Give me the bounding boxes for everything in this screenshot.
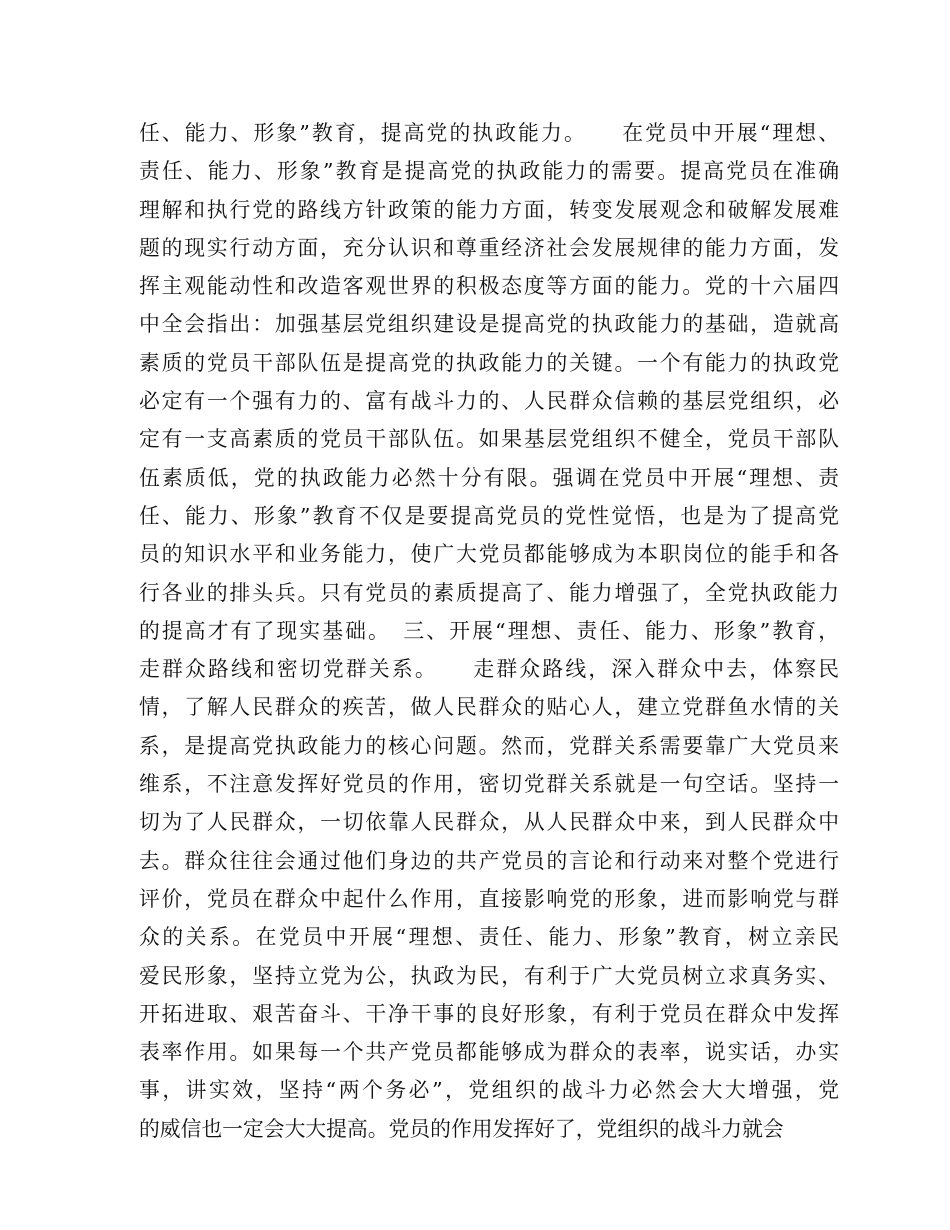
text-line: 的提高才有了现实基础。 三、开展“理想、责任、能力、形象”教育， bbox=[139, 618, 839, 643]
text-line: 中全会指出：加强基层党组织建设是提高党的执政能力的基础，造就高 bbox=[139, 312, 839, 337]
text-line: 系，是提高党执政能力的核心问题。然而，党群关系需要靠广大党员来 bbox=[139, 733, 839, 758]
text-line: 理解和执行党的路线方针政策的能力方面，转变发展观念和破解发展难 bbox=[139, 197, 839, 222]
text-line: 开拓进取、艰苦奋斗、干净干事的良好形象，有利于党员在群众中发挥 bbox=[139, 1001, 839, 1026]
text-line: 走群众路线和密切党群关系。 走群众路线，深入群众中去，体察民 bbox=[139, 657, 839, 682]
text-line: 切为了人民群众，一切依靠人民群众，从人民群众中来，到人民群众中 bbox=[139, 810, 839, 835]
text-line: 情，了解人民群众的疾苦，做人民群众的贴心人，建立党群鱼水情的关 bbox=[139, 695, 839, 720]
text-line: 众的关系。在党员中开展“理想、责任、能力、形象”教育，树立亲民 bbox=[139, 925, 839, 950]
text-line: 必定有一个强有力的、富有战斗力的、人民群众信赖的基层党组织，必 bbox=[139, 389, 839, 414]
text-line: 爱民形象，坚持立党为公，执政为民，有利于广大党员树立求真务实、 bbox=[139, 963, 839, 988]
text-line: 责任、能力、形象”教育是提高党的执政能力的需要。提高党员在准确 bbox=[139, 159, 839, 184]
text-line: 去。群众往往会通过他们身边的共产党员的言论和行动来对整个党进行 bbox=[139, 848, 839, 873]
text-line: 维系，不注意发挥好党员的作用，密切党群关系就是一句空话。坚持一 bbox=[139, 772, 839, 797]
text-line: 事，讲实效，坚持“两个务必”，党组织的战斗力必然会大大增强，党 bbox=[139, 1078, 839, 1103]
text-line: 员的知识水平和业务能力，使广大党员都能够成为本职岗位的能手和各 bbox=[139, 542, 839, 567]
text-line: 行各业的排头兵。只有党员的素质提高了、能力增强了，全党执政能力 bbox=[139, 580, 839, 605]
text-line: 的威信也一定会大大提高。党员的作用发挥好了，党组织的战斗力就会 bbox=[139, 1116, 784, 1141]
text-line: 任、能力、形象”教育不仅是要提高党员的党性觉悟，也是为了提高党 bbox=[139, 503, 839, 528]
text-line: 挥主观能动性和改造客观世界的积极态度等方面的能力。党的十六届四 bbox=[139, 274, 839, 299]
text-line: 伍素质低，党的执政能力必然十分有限。强调在党员中开展“理想、责 bbox=[139, 465, 839, 490]
text-line: 表率作用。如果每一个共产党员都能够成为群众的表率，说实话，办实 bbox=[139, 1040, 839, 1065]
text-line: 题的现实行动方面，充分认识和尊重经济社会发展规律的能力方面，发 bbox=[139, 235, 839, 260]
text-line: 评价，党员在群众中起什么作用，直接影响党的形象，进而影响党与群 bbox=[139, 886, 839, 911]
text-line: 素质的党员干部队伍是提高党的执政能力的关键。一个有能力的执政党 bbox=[139, 350, 839, 375]
text-line: 任、能力、形象”教育，提高党的执政能力。 在党员中开展“理想、 bbox=[139, 121, 839, 145]
body-text bbox=[139, 114, 839, 1148]
text-line: 定有一支高素质的党员干部队伍。如果基层党组织不健全，党员干部队 bbox=[139, 427, 839, 452]
